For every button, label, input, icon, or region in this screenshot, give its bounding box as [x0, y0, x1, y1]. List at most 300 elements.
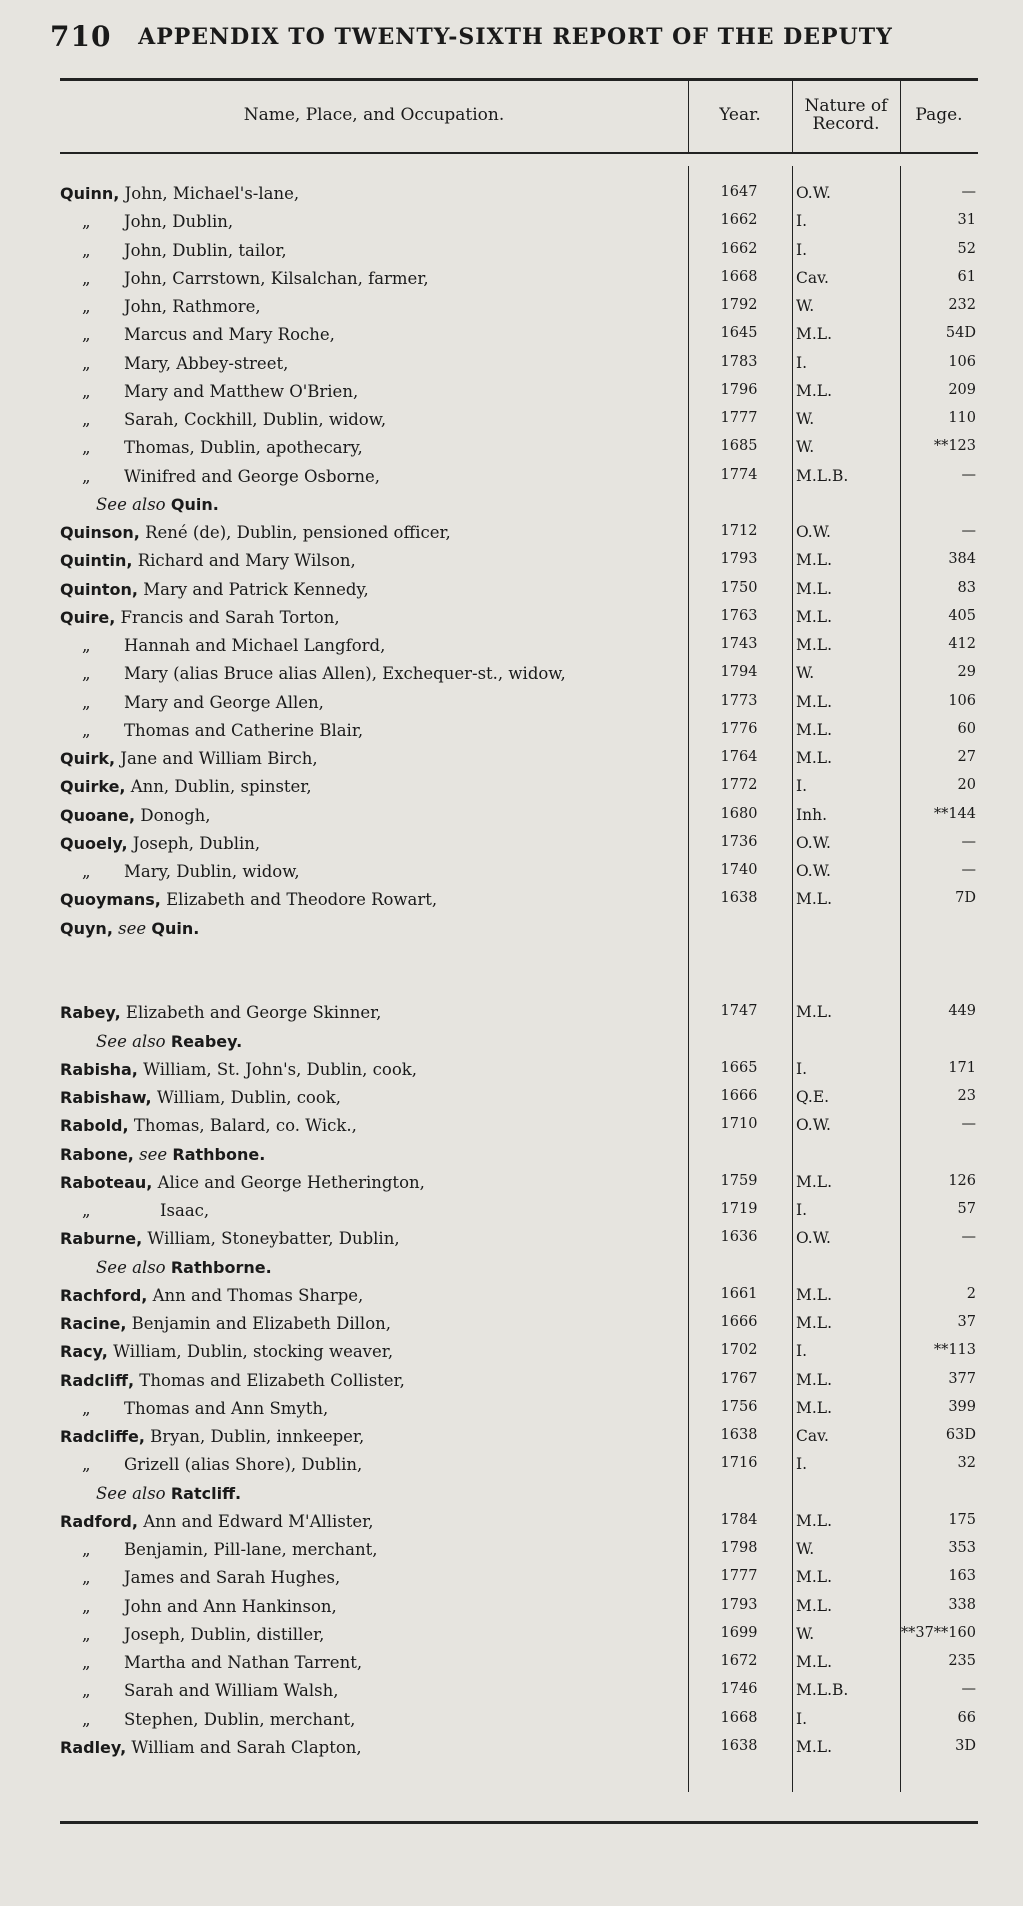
- entry-name: [60, 919, 680, 938]
- entry-name: [60, 834, 680, 853]
- entry-name: [60, 1173, 680, 1192]
- surname: Raburne,: [60, 1229, 143, 1249]
- nature-value: W.: [796, 297, 815, 315]
- entry-name: [60, 523, 680, 542]
- nature-value: O.W.: [796, 862, 831, 880]
- nature-value: I.: [796, 1455, 808, 1474]
- page-cell: —: [961, 833, 976, 850]
- entry-text: Benjamin and Elizabeth Dillon,: [126, 1314, 392, 1333]
- nature-value: M.L.: [796, 1172, 833, 1191]
- nature-value: I.: [796, 1709, 808, 1728]
- year-cell: 1798: [720, 1540, 758, 1556]
- entry-text: Mary, Abbey-street,: [124, 353, 289, 373]
- surname: Rachford,: [60, 1285, 148, 1305]
- entry-text: René (de), Dublin, pensioned officer,: [139, 523, 451, 542]
- year-cell: 1712: [720, 523, 758, 539]
- column-header-year: Year.: [719, 105, 761, 125]
- page-cell: **144: [933, 805, 976, 822]
- entry-text: Thomas, Dublin, apothecary,: [124, 438, 363, 458]
- page-cell: —: [961, 523, 976, 539]
- page-cell: 449: [948, 1003, 976, 1020]
- year-cell: 1638: [720, 1427, 758, 1443]
- surname: Rabisha,: [60, 1059, 138, 1079]
- surname: Rabone,: [60, 1144, 134, 1164]
- table-row: [60, 1369, 978, 1397]
- entry-name: [60, 1145, 680, 1164]
- ditto-mark: „: [82, 1568, 91, 1588]
- ditto-mark: „: [82, 212, 91, 232]
- page-cell: —: [961, 862, 976, 878]
- table-row: [60, 1453, 978, 1481]
- entry-text: John, Rathmore,: [124, 297, 261, 316]
- entry-name: [60, 1003, 680, 1022]
- page-cell: 412: [948, 636, 976, 652]
- ditto-mark: „: [82, 325, 91, 345]
- ditto-mark: „: [82, 240, 91, 260]
- nature-value: M.L.: [796, 1370, 833, 1389]
- entry-text: John, Carrstown, Kilsalchan, farmer,: [124, 268, 429, 288]
- nature-value: M.L.: [796, 1003, 833, 1022]
- table-row: [60, 1199, 978, 1227]
- entry-text: Francis and Sarah Torton,: [115, 607, 340, 627]
- entry-text: Grizell (alias Shore), Dublin,: [124, 1455, 363, 1475]
- ditto-mark: „: [82, 720, 91, 740]
- page-cell: 163: [948, 1568, 976, 1585]
- table-row: [60, 182, 978, 210]
- entry-text: Ann, Dublin, spinster,: [125, 777, 312, 797]
- year-cell: 1668: [720, 268, 758, 285]
- table-row: [60, 239, 978, 267]
- nature-value: M.L.: [796, 749, 833, 767]
- entry-name: [60, 1540, 680, 1559]
- nature-value: W.: [796, 1624, 815, 1643]
- page-cell: 171: [948, 1059, 976, 1076]
- page-cell: 235: [948, 1653, 976, 1669]
- ditto-mark: „: [82, 466, 91, 486]
- nature-value: M.L.: [796, 636, 833, 654]
- entry-name: [60, 608, 680, 627]
- surname: Rabey,: [60, 1003, 121, 1023]
- entry-text: Bryan, Dublin, innkeeper,: [144, 1427, 365, 1446]
- page-cell: 384: [948, 551, 976, 568]
- year-cell: 1716: [720, 1455, 758, 1472]
- entry-text: Ann and Edward M'Allister,: [137, 1511, 374, 1531]
- surname: Quyn,: [60, 918, 113, 938]
- page-cell: 83: [957, 579, 976, 596]
- entry-text: Elizabeth and George Skinner,: [120, 1003, 382, 1023]
- table-row: [60, 436, 978, 464]
- page-cell: 57: [957, 1201, 976, 1217]
- table-row: [60, 1595, 978, 1623]
- table-row: [60, 323, 978, 351]
- entry-list: [60, 182, 978, 1764]
- year-cell: 1699: [720, 1624, 758, 1641]
- see-also-label: See also: [96, 1257, 171, 1277]
- entry-text: Richard and Mary Wilson,: [132, 551, 356, 571]
- ditto-mark: „: [82, 1624, 91, 1644]
- page-cell: 20: [957, 777, 976, 794]
- surname: Quintin,: [60, 551, 133, 571]
- page-cell: **123: [933, 438, 976, 455]
- entry-text: Jane and William Birch,: [115, 749, 318, 768]
- table-row: [60, 578, 978, 606]
- entry-name: [60, 1597, 680, 1616]
- table-row: [60, 380, 978, 408]
- entry-name: [60, 1625, 680, 1644]
- table-row: [60, 1708, 978, 1736]
- year-cell: 1759: [720, 1172, 758, 1189]
- entry-text: Alice and George Hetherington,: [152, 1172, 425, 1192]
- entry-text: William, Dublin, cook,: [151, 1088, 342, 1107]
- ditto-mark: „: [82, 692, 91, 712]
- surname: Quirk,: [60, 749, 116, 768]
- page-cell: 63D: [945, 1427, 976, 1443]
- table-row: [60, 1397, 978, 1425]
- entry-name: [60, 1258, 716, 1277]
- year-cell: 1777: [720, 410, 758, 426]
- surname: Quin.: [151, 918, 200, 938]
- page-cell: **113: [933, 1342, 976, 1359]
- nature-value: M.L.: [796, 551, 833, 570]
- table-row: [60, 691, 978, 719]
- table-row: [60, 1114, 978, 1142]
- table-row: [60, 1256, 978, 1284]
- page-cell: 7D: [955, 890, 976, 907]
- year-cell: 1666: [720, 1314, 758, 1330]
- entry-text: Isaac,: [160, 1201, 210, 1220]
- table-row: [60, 1623, 978, 1651]
- entry-name: [60, 354, 680, 373]
- entry-name: [60, 438, 680, 457]
- entry-text: William, Dublin, stocking weaver,: [107, 1342, 394, 1362]
- table-row: [60, 493, 978, 521]
- nature-value: O.W.: [796, 184, 831, 202]
- page-cell: 29: [957, 664, 976, 681]
- entry-text: Thomas and Elizabeth Collister,: [134, 1370, 405, 1390]
- entry-text: Hannah and Michael Langford,: [124, 636, 386, 655]
- entry-text: William, St. John's, Dublin, cook,: [137, 1059, 417, 1079]
- page-cell: —: [961, 1229, 976, 1246]
- page-cell: 27: [957, 749, 976, 765]
- table-row: [60, 973, 978, 1001]
- entry-text: William, Stoneybatter, Dublin,: [142, 1229, 400, 1249]
- entry-name: [60, 1681, 680, 1700]
- page-cell: 353: [948, 1540, 976, 1556]
- ditto-mark: „: [82, 410, 91, 429]
- table-row: [60, 1143, 978, 1171]
- year-cell: 1777: [720, 1568, 758, 1585]
- entry-name: [60, 1201, 680, 1220]
- surname: Quinson,: [60, 523, 140, 542]
- nature-value: O.W.: [796, 1229, 831, 1248]
- entry-name: [60, 1568, 680, 1587]
- year-cell: 1747: [720, 1003, 758, 1020]
- entry-name: [60, 382, 680, 401]
- nature-value: I.: [796, 240, 808, 259]
- surname: Raboteau,: [60, 1172, 153, 1192]
- year-cell: 1783: [720, 353, 758, 370]
- year-cell: 1636: [720, 1229, 758, 1246]
- table-row: [60, 1086, 978, 1114]
- page-cell: —: [961, 1116, 976, 1133]
- entry-name: [60, 1371, 680, 1390]
- page-cell: 106: [948, 692, 976, 709]
- nature-value: O.W.: [796, 523, 831, 541]
- page-cell: 23: [957, 1088, 976, 1104]
- nature-value: M.L.: [796, 1285, 833, 1304]
- nature-value: W.: [796, 1540, 815, 1558]
- entry-name: [60, 1088, 680, 1107]
- entry-name: [60, 212, 680, 231]
- year-cell: 1767: [720, 1370, 758, 1387]
- nature-value: I.: [796, 1059, 808, 1078]
- page-cell: —: [961, 1681, 976, 1698]
- page-cell: 37: [957, 1314, 976, 1330]
- surname: Quoymans,: [60, 890, 161, 910]
- table-row: [60, 1736, 978, 1764]
- year-cell: 1773: [720, 692, 758, 709]
- surname: Quin.: [170, 494, 219, 514]
- bottom-rule: [60, 1821, 978, 1824]
- ditto-mark: „: [82, 381, 91, 401]
- entry-name: [60, 862, 680, 881]
- ditto-mark: „: [82, 438, 91, 458]
- nature-value: M.L.: [796, 890, 833, 909]
- nature-value: M.L.: [796, 1314, 833, 1332]
- nature-value: M.L.: [796, 1653, 833, 1671]
- table-row: [60, 888, 978, 916]
- table-row: [60, 210, 978, 238]
- ditto-mark: „: [82, 1398, 91, 1418]
- year-cell: 1685: [720, 438, 758, 455]
- table-row: [60, 945, 978, 973]
- nature-value: I.: [796, 1342, 808, 1361]
- nature-value: Cav.: [796, 268, 829, 287]
- page-cell: 52: [957, 240, 976, 257]
- table-row: [60, 1651, 978, 1679]
- nature-value: Q.E.: [796, 1088, 830, 1106]
- table-row: [60, 1679, 978, 1707]
- surname: Ratcliff.: [170, 1483, 242, 1503]
- ditto-mark: „: [82, 1653, 91, 1672]
- table-row: [60, 1171, 978, 1199]
- year-cell: 1665: [720, 1059, 758, 1076]
- surname: Reabey.: [170, 1031, 243, 1051]
- entry-name: [60, 269, 680, 288]
- column-header-nature: [792, 78, 900, 152]
- entry-name: [60, 580, 680, 599]
- page-cell: 2: [966, 1285, 976, 1302]
- nature-value: M.L.: [796, 1568, 833, 1587]
- column-header-nature-line1: Nature of: [804, 96, 888, 116]
- table-row: [60, 662, 978, 690]
- page-number: 710: [50, 20, 112, 53]
- year-cell: 1794: [720, 664, 758, 681]
- year-cell: 1763: [720, 607, 758, 624]
- table-row: [60, 1566, 978, 1594]
- table-row: [60, 917, 978, 945]
- entry-name: [60, 749, 680, 768]
- table-row: [60, 465, 978, 493]
- table-row: [60, 775, 978, 803]
- nature-value: I.: [796, 777, 808, 796]
- ditto-mark: „: [82, 1201, 91, 1220]
- ditto-mark: „: [82, 268, 91, 288]
- nature-value: M.L.: [796, 720, 833, 739]
- surname: Racy,: [60, 1342, 108, 1362]
- entry-text: Joseph, Dublin,: [127, 833, 261, 853]
- entry-text: William and Sarah Clapton,: [126, 1737, 362, 1757]
- column-header-page: Page.: [915, 105, 963, 125]
- year-cell: 1680: [720, 805, 758, 822]
- table-row: [60, 1227, 978, 1255]
- year-cell: 1743: [720, 636, 758, 652]
- table-row: [60, 1312, 978, 1340]
- entry-text: Benjamin, Pill-lane, merchant,: [124, 1540, 378, 1559]
- surname: Radcliffe,: [60, 1427, 145, 1446]
- year-cell: 1776: [720, 720, 758, 737]
- entry-text: Stephen, Dublin, merchant,: [124, 1709, 356, 1729]
- surname: Quinton,: [60, 579, 138, 599]
- table-row: [60, 832, 978, 860]
- year-cell: 1719: [720, 1201, 758, 1217]
- nature-value: M.L.: [796, 381, 833, 400]
- entry-name: [60, 410, 680, 429]
- page-cell: 54D: [945, 325, 976, 342]
- entry-name: [60, 1286, 680, 1305]
- page-cell: —: [961, 184, 976, 200]
- year-cell: 1774: [720, 466, 758, 483]
- page-cell: 338: [948, 1596, 976, 1613]
- year-cell: 1702: [720, 1342, 758, 1359]
- ditto-mark: „: [82, 664, 91, 684]
- page-cell: 66: [957, 1709, 976, 1726]
- year-cell: 1740: [720, 862, 758, 878]
- page-header: [50, 20, 1010, 60]
- surname: Radcliff,: [60, 1370, 135, 1390]
- page-cell: 110: [948, 410, 976, 426]
- nature-value: M.L.: [796, 325, 833, 344]
- entry-text: Mary and Patrick Kennedy,: [137, 579, 369, 599]
- entry-name: [60, 1229, 680, 1248]
- surname: Radford,: [60, 1511, 138, 1531]
- entry-name: [60, 664, 680, 683]
- entry-name: [60, 1484, 716, 1503]
- see-also-label: See also: [96, 494, 171, 514]
- entry-name: [60, 495, 716, 514]
- year-cell: 1750: [720, 579, 758, 596]
- table-row: [60, 549, 978, 577]
- nature-value: I.: [796, 353, 808, 372]
- table-row: [60, 295, 978, 323]
- nature-value: W.: [796, 410, 815, 428]
- entry-text: John and Ann Hankinson,: [124, 1596, 337, 1616]
- nature-value: O.W.: [796, 833, 831, 852]
- table-row: [60, 1030, 978, 1058]
- entry-text: Joseph, Dublin, distiller,: [124, 1624, 325, 1644]
- entry-name: [60, 1455, 680, 1474]
- entry-name: [60, 806, 680, 825]
- surname: Quinn,: [60, 184, 120, 203]
- year-cell: 1662: [720, 240, 758, 257]
- nature-value: M.L.B.: [796, 466, 849, 485]
- entry-name: [60, 1060, 680, 1079]
- year-cell: 1662: [720, 212, 758, 229]
- year-cell: 1666: [720, 1088, 758, 1104]
- entry-text: Thomas and Ann Smyth,: [124, 1398, 329, 1418]
- entry-name: [60, 1399, 680, 1418]
- nature-value: I.: [796, 212, 808, 231]
- table-row: [60, 634, 978, 662]
- nature-value: W.: [796, 438, 815, 457]
- year-cell: 1756: [720, 1398, 758, 1415]
- year-cell: 1710: [720, 1116, 758, 1133]
- year-cell: 1793: [720, 551, 758, 568]
- page-cell: 405: [948, 607, 976, 624]
- page-cell: 61: [957, 268, 976, 285]
- entry-name: [60, 1512, 680, 1531]
- year-cell: 1661: [720, 1285, 758, 1302]
- nature-value: M.L.: [796, 607, 833, 626]
- surname: Quirke,: [60, 777, 126, 797]
- year-cell: 1796: [720, 381, 758, 398]
- entry-name: [60, 184, 680, 203]
- entry-name: [60, 551, 680, 570]
- table-row: [60, 267, 978, 295]
- entry-text: John, Michael's-lane,: [119, 184, 300, 203]
- column-header-name: Name, Place, and Occupation.: [243, 105, 505, 125]
- table-row: [60, 352, 978, 380]
- surname: Quoely,: [60, 833, 128, 853]
- ditto-mark: „: [82, 1455, 91, 1475]
- surname: Rabold,: [60, 1116, 129, 1136]
- table-row: [60, 1340, 978, 1368]
- ditto-mark: „: [82, 353, 91, 373]
- table-row: [60, 860, 978, 888]
- year-cell: 1792: [720, 297, 758, 313]
- entry-text: Martha and Nathan Tarrent,: [124, 1653, 363, 1672]
- table-row: [60, 408, 978, 436]
- nature-value: M.L.: [796, 579, 833, 598]
- page-cell: 377: [948, 1370, 976, 1387]
- entry-text: Mary and Matthew O'Brien,: [124, 381, 359, 401]
- entry-text: Elizabeth and Theodore Rowart,: [160, 890, 438, 910]
- ditto-mark: „: [82, 1709, 91, 1729]
- ditto-mark: „: [82, 1596, 91, 1616]
- page-cell: 399: [948, 1398, 976, 1415]
- nature-value: M.L.: [796, 1596, 833, 1615]
- entry-text: Ann and Thomas Sharpe,: [147, 1285, 364, 1305]
- page-title: APPENDIX TO TWENTY-SIXTH REPORT OF THE DEPUTY: [138, 24, 893, 50]
- entry-text: Mary (alias Bruce alias Allen), Exchequer-st., widow,: [124, 664, 566, 684]
- entry-text: James and Sarah Hughes,: [124, 1568, 341, 1588]
- page-cell: 60: [957, 720, 976, 737]
- table-row: [60, 1510, 978, 1538]
- year-cell: 1793: [720, 1596, 758, 1613]
- entry-text: Marcus and Mary Roche,: [124, 325, 335, 345]
- entry-name: [60, 1427, 680, 1446]
- surname: Quire,: [60, 607, 116, 627]
- index-table: [60, 78, 978, 1824]
- nature-value: I.: [796, 1201, 808, 1219]
- entry-name: [60, 325, 680, 344]
- page-cell: 32: [957, 1455, 976, 1472]
- ditto-mark: „: [82, 862, 91, 881]
- entry-name: [60, 1314, 680, 1333]
- year-cell: 1638: [720, 1737, 758, 1754]
- nature-value: M.L.: [796, 1398, 833, 1417]
- page-cell: 31: [957, 212, 976, 229]
